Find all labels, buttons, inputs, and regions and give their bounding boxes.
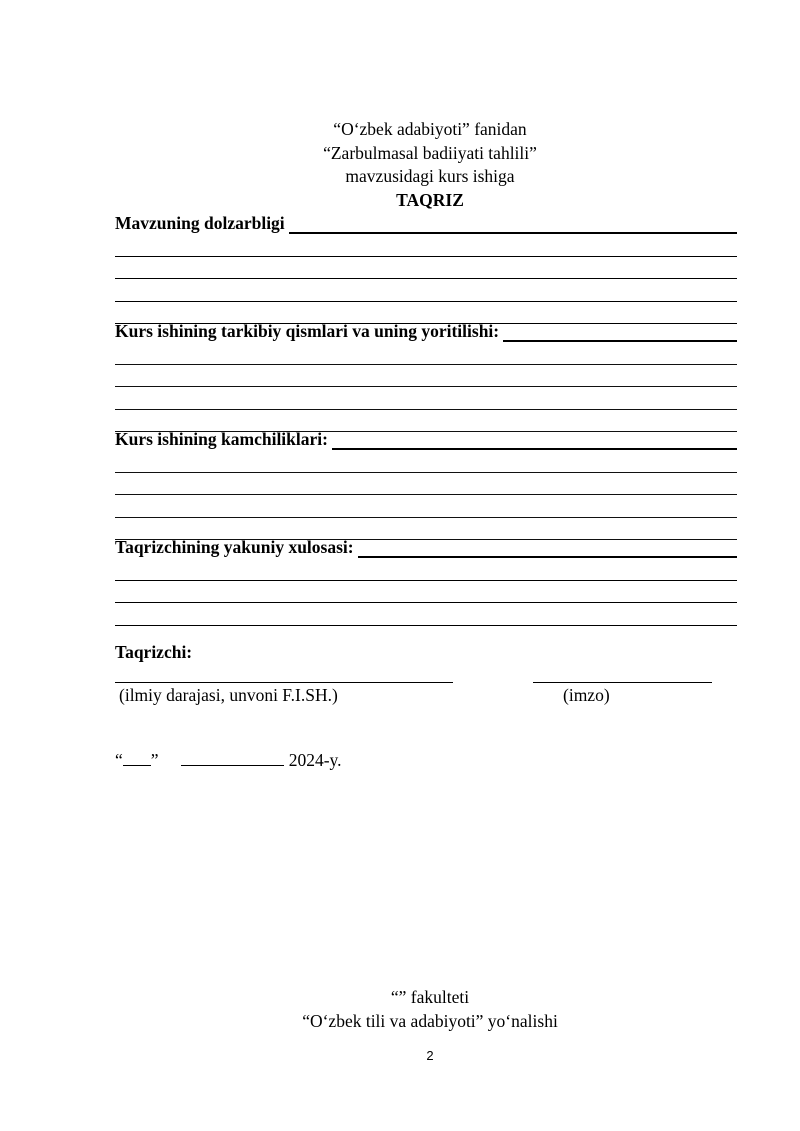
answer-line[interactable]	[115, 558, 737, 581]
document-title: TAQRIZ	[396, 189, 464, 210]
faculty-line: “” fakulteti	[390, 987, 470, 1007]
reviewer-name-caption: (ilmiy darajasi, unvoni F.I.SH.)	[119, 685, 338, 705]
close-quote: ”	[150, 750, 159, 770]
section-kamchilik	[115, 428, 737, 540]
answer-line[interactable]	[115, 234, 737, 257]
answer-line[interactable]	[115, 279, 737, 302]
direction-line: “O‘zbek tili va adabiyoti” yo‘nalishi	[302, 1010, 558, 1031]
answer-line[interactable]	[358, 540, 737, 558]
answer-line[interactable]	[115, 450, 737, 473]
section-heading: Mavzuning dolzarbligi	[115, 213, 285, 233]
signature-line[interactable]	[533, 662, 712, 683]
subject-line: “O‘zbek adabiyoti” fanidan	[333, 119, 527, 139]
course-work-line: mavzusidagi kurs ishiga	[345, 166, 515, 186]
signature-caption: (imzo)	[563, 685, 610, 705]
answer-line[interactable]	[115, 473, 737, 496]
section-heading: Taqrizchining yakuniy xulosasi:	[115, 537, 354, 557]
answer-line[interactable]	[115, 257, 737, 280]
page-number: 2	[426, 1048, 434, 1063]
document-header	[0, 118, 800, 212]
answer-line[interactable]	[115, 365, 737, 388]
answer-line[interactable]	[332, 432, 737, 450]
topic-line: “Zarbulmasal badiiyati tahlili”	[323, 142, 537, 163]
answer-line[interactable]	[115, 603, 737, 626]
answer-line[interactable]	[289, 216, 737, 234]
answer-line[interactable]	[115, 495, 737, 518]
section-tarkib	[115, 320, 737, 432]
section-heading: Kurs ishining kamchiliklari:	[115, 429, 328, 449]
document-footer	[0, 986, 800, 1033]
day-blank[interactable]	[123, 750, 151, 766]
section-xulosa	[115, 536, 737, 626]
open-quote: “	[115, 750, 123, 770]
answer-line[interactable]	[115, 342, 737, 365]
answer-line[interactable]	[503, 324, 737, 342]
reviewer-name-line[interactable]	[115, 662, 453, 683]
reviewer-label: Taqrizchi:	[115, 642, 193, 662]
answer-line[interactable]	[115, 387, 737, 410]
month-blank[interactable]	[181, 750, 284, 766]
date-line	[115, 750, 342, 771]
answer-line[interactable]	[115, 581, 737, 604]
section-dolzarblik	[115, 212, 737, 324]
date-year: 2024-y.	[288, 750, 342, 770]
section-heading: Kurs ishining tarkibiy qismlari va uning yoritilishi:	[115, 321, 500, 341]
